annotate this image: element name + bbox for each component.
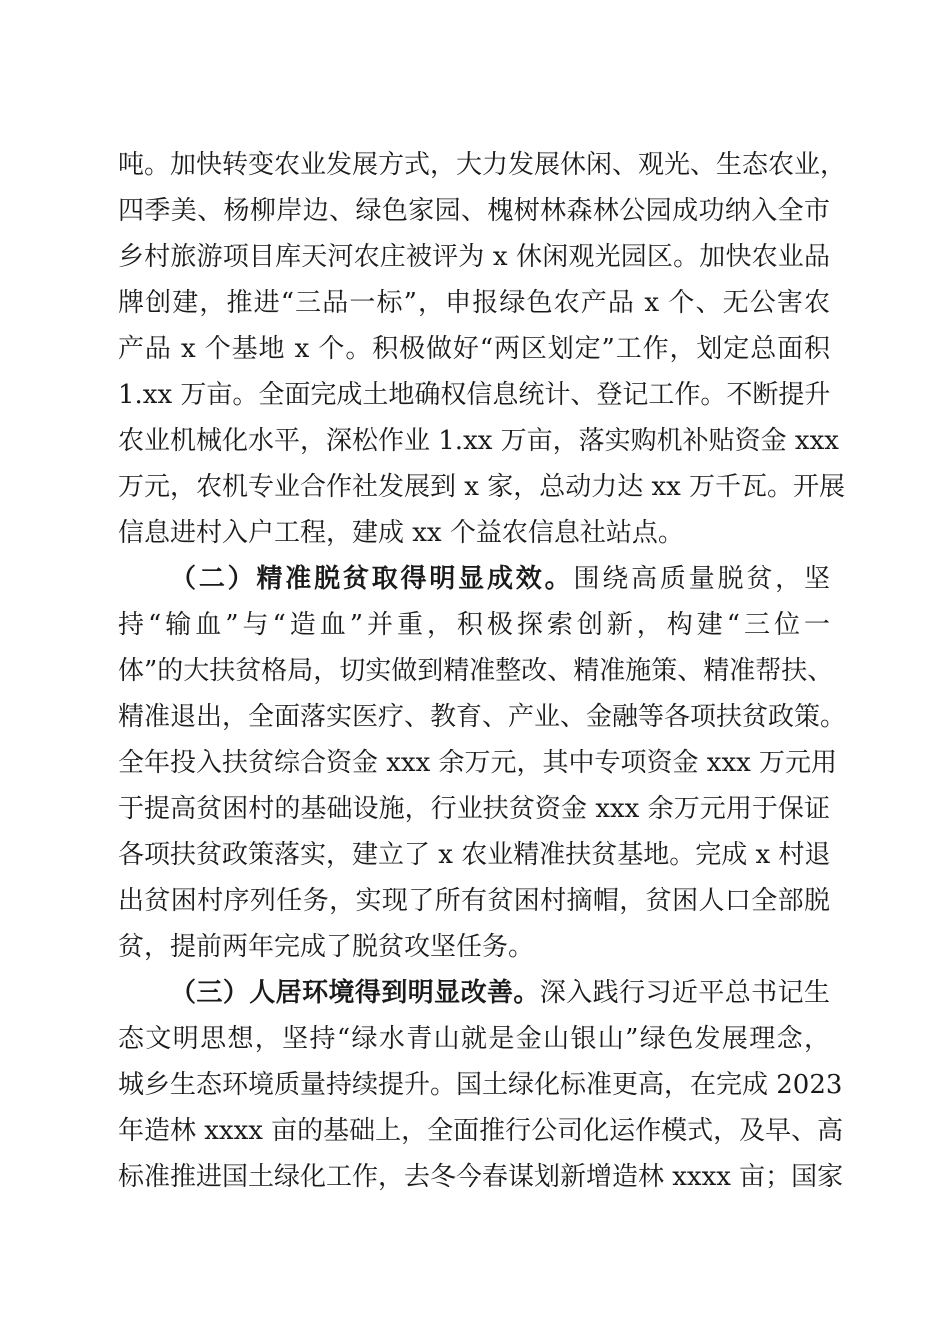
body-text-line: 城乡生态环境质量持续提升。国土绿化标准更高，在完成 2023 [118,1070,843,1100]
body-text-line: 牌创建，推进“三品一标”，申报绿色农产品 x 个、无公害农 [118,288,830,318]
body-text-line: 农业机械化水平，深松作业 1.xx 万亩，落实购机补贴资金 xxx [118,426,839,456]
body-text-line: 吨。加快转变农业发展方式，大力发展休闲、观光、生态农业， [118,150,847,180]
body-text-line: 贫，提前两年完成了脱贫攻坚任务。 [118,932,535,962]
body-text-line: 精准退出，全面落实医疗、教育、产业、金融等各项扶贫政策。 [118,702,847,732]
body-text-line: 态文明思想，坚持“绿水青山就是金山银山”绿色发展理念， [118,1024,830,1054]
body-text: 围绕高质量脱贫，坚 [573,564,830,594]
body-text-line: 信息进村入户工程，建成 xx 个益农信息社站点。 [118,518,684,548]
body-text-line: 万元，农机专业合作社发展到 x 家，总动力达 xx 万千瓦。开展 [118,472,846,502]
body-text-line: 1.xx 万亩。全面完成土地确权信息统计、登记工作。不断提升 [118,380,831,410]
section-heading: （三）人居环境得到明显改善。 [170,978,540,1008]
body-text-line: 产品 x 个基地 x 个。积极做好“两区划定”工作，划定总面积 [118,334,830,364]
body-text-line: 乡村旅游项目库天河农庄被评为 x 休闲观光园区。加快农业品 [118,242,830,272]
body-text-line: 全年投入扶贫综合资金 xxx 余万元，其中专项资金 xxx 万元用 [118,748,838,778]
body-text-line: 各项扶贫政策落实，建立了 x 农业精准扶贫基地。完成 x 村退 [118,840,831,870]
section-heading: （二）精准脱贫取得明显成效。 [170,564,574,594]
body-text-line: 持“输血”与“造血”并重，积极探索创新，构建“三位一 [118,610,830,640]
section-first-line [170,971,830,1015]
body-text-line: 年造林 xxxx 亩的基础上，全面推行公司化运作模式，及早、高 [118,1116,844,1146]
body-text-line: 四季美、杨柳岸边、绿色家园、槐树林森林公园成功纳入全市 [118,196,830,226]
section-first-line [170,557,830,601]
body-text-line: 标准推进国土绿化工作，去冬今春谋划新增造林 xxxx 亩；国家 [118,1162,844,1192]
body-text-line: 出贫困村序列任务，实现了所有贫困村摘帽，贫困人口全部脱 [118,886,830,916]
body-text-line: 体”的大扶贫格局，切实做到精准整改、精准施策、精准帮扶、 [118,656,834,686]
body-text-line: 于提高贫困村的基础设施，行业扶贫资金 xxx 余万元用于保证 [118,794,830,824]
body-text: 深入践行习近平总书记生 [539,978,830,1008]
